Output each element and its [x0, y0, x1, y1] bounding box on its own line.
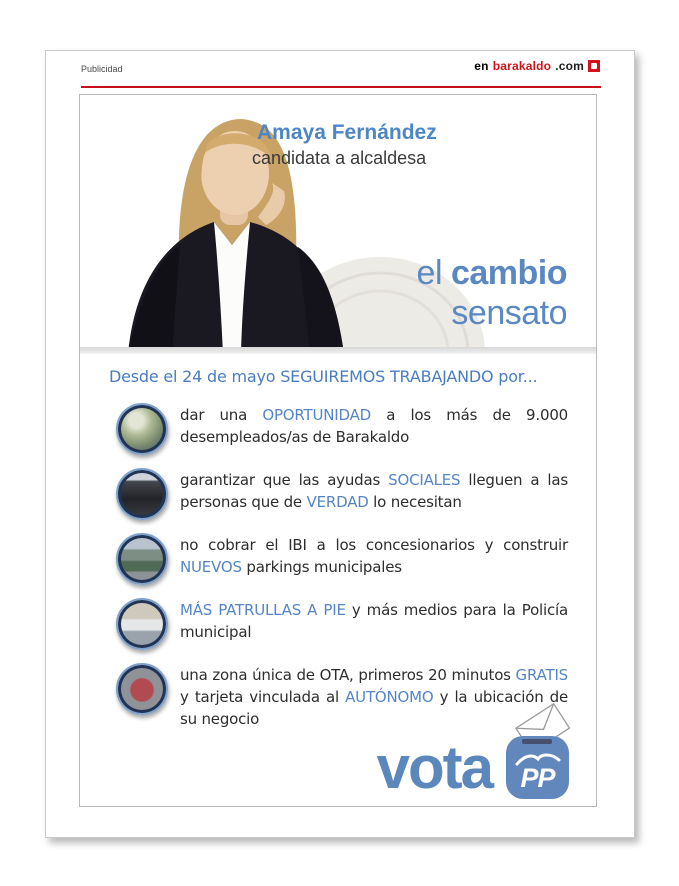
site-logo-link[interactable]: [474, 59, 600, 73]
slogan-cambio: cambio: [450, 254, 567, 292]
site-name-prefix: en: [474, 59, 489, 73]
bullet-list: [116, 403, 568, 730]
photo-divider: [80, 347, 596, 354]
ballot-slot: [522, 739, 552, 744]
bullet-item: [116, 468, 568, 520]
parking-meter-icon: [116, 663, 168, 715]
campaign-slogan: [417, 253, 567, 333]
pp-letters: PP: [520, 763, 555, 793]
masthead-rule: [81, 86, 601, 88]
aerial-factories-icon: [116, 403, 168, 455]
vota-label: vota: [376, 734, 492, 801]
candidate-role: candidata a alcaldesa: [252, 148, 427, 168]
slogan-sensato: sensato: [451, 294, 567, 332]
pp-logo: [506, 736, 569, 799]
section-label: Publicidad: [81, 64, 123, 74]
advertisement[interactable]: [79, 94, 597, 807]
slogan-el: el: [416, 254, 451, 292]
lead-heading: Desde el 24 de mayo SEGUIREMOS TRABAJANDO por...: [109, 367, 538, 386]
police-cars-icon: [116, 598, 168, 650]
bullet-item: [116, 598, 568, 650]
bullet-text: MÁS PATRULLAS A PIE y más medios para la Policía municipal: [180, 601, 568, 641]
photo-header: [80, 95, 596, 354]
bullet-text: no cobrar el IBI a los concesionarios y construir NUEVOS parkings municipales: [180, 536, 568, 576]
bullet-text: dar una OPORTUNIDAD a los más de 9.000 desempleados/as de Barakaldo: [180, 406, 569, 446]
newspaper-ad-card: [45, 50, 635, 838]
storefront-icon: [116, 468, 168, 520]
bullet-text: garantizar que las ayudas SOCIALES lleguen a las personas que de VERDAD lo necesitan: [180, 471, 568, 511]
vote-block: [377, 701, 569, 801]
site-badge-icon: [588, 60, 600, 72]
bullet-item: [116, 533, 568, 585]
bullet-text: una zona única de OTA, primeros 20 minutos GRATIS y tarjeta vinculada al AUTÓNOMO y la ubicación de su negocio: [180, 666, 568, 728]
site-name-brand: barakaldo: [492, 59, 552, 73]
pp-ballot: [506, 701, 569, 801]
street-buildings-icon: [116, 533, 168, 585]
site-name-suffix: .com: [555, 59, 584, 73]
candidate-name: Amaya Fernández: [257, 121, 437, 144]
bullet-item: [116, 403, 568, 455]
